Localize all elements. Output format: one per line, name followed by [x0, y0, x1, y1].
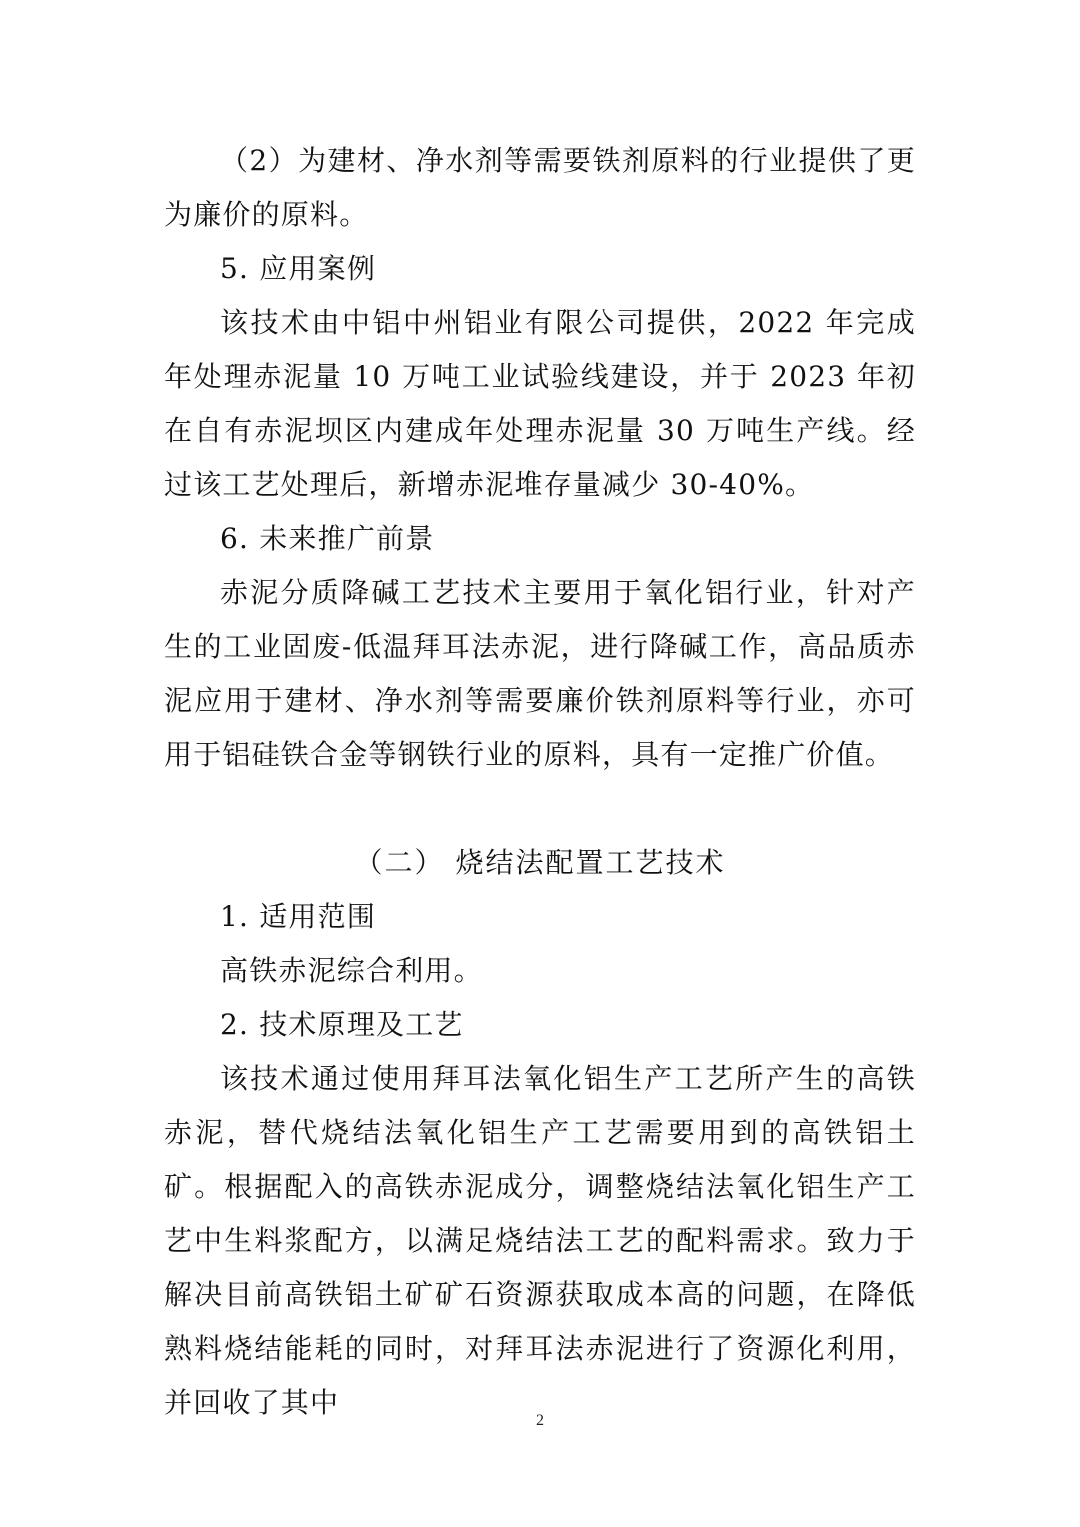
para-application-cases: 该技术由中铝中州铝业有限公司提供，2022 年完成年处理赤泥量 10 万吨工业试验线建设，并于 2023 年初在自有赤泥坝区内建成年处理赤泥量 30 万吨生产线。经过该工艺处理后，新增赤泥堆存量减少 30-40%。 — [164, 306, 916, 501]
para-benefit-2: （2）为建材、净水剂等需要铁剂原料的行业提供了更为廉价的原料。 — [164, 144, 916, 231]
body-text — [164, 134, 916, 1430]
para-scope: 高铁赤泥综合利用。 — [220, 954, 483, 987]
heading-future-prospects: 6. 未来推广前景 — [220, 522, 435, 555]
para-future-prospects: 赤泥分质降碱工艺技术主要用于氧化铝行业，针对产生的工业固废-低温拜耳法赤泥，进行降碱工作，高品质赤泥应用于建材、净水剂等需要廉价铁剂原料等行业，亦可用于铝硅铁合金等钢铁行业的原料，具有一定推广价值。 — [164, 576, 916, 771]
page-number: 2 — [536, 1412, 544, 1429]
section-spacer — [164, 782, 916, 836]
para-principle: 该技术通过使用拜耳法氧化铝生产工艺所产生的高铁赤泥，替代烧结法氧化铝生产工艺需要用到的高铁铝土矿。根据配入的高铁赤泥成分，调整烧结法氧化铝生产工艺中生料浆配方，以满足烧结法工艺的配料需求。致力于解决目前高铁铝土矿矿石资源获取成本高的问题，在降低熟料烧结能耗的同时，对拜耳法赤泥进行了资源化利用，并回收了其中 — [164, 1062, 916, 1419]
section-title-sintering: （二） 烧结法配置工艺技术 — [354, 846, 726, 879]
heading-application-cases: 5. 应用案例 — [220, 252, 377, 285]
heading-principle: 2. 技术原理及工艺 — [220, 1008, 464, 1041]
heading-scope: 1. 适用范围 — [220, 900, 377, 933]
